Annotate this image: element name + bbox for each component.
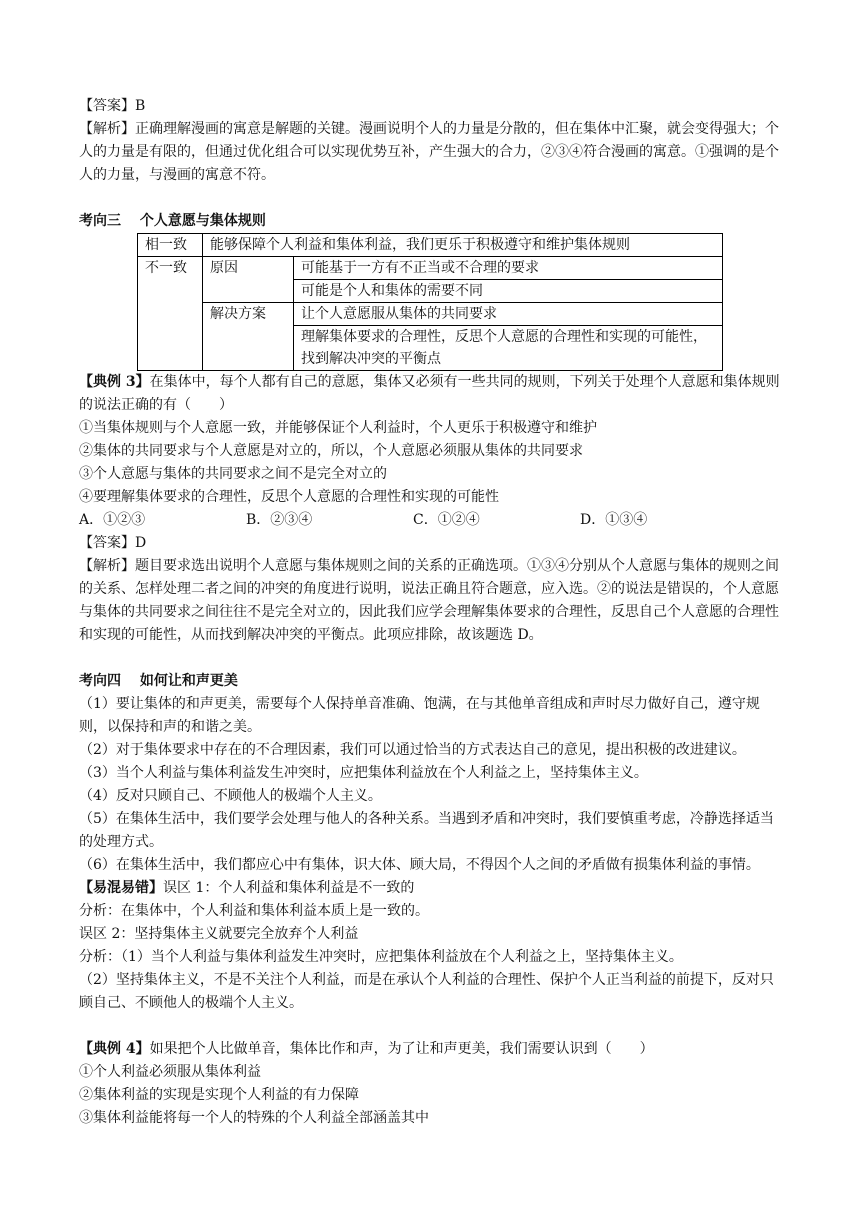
example-3-options: [79, 509, 785, 532]
answer-line: 【答案】B: [79, 98, 146, 114]
section-heading-3: 考向三 个人意愿与集体规则: [79, 213, 266, 229]
analysis-label: 【解析】: [79, 558, 135, 574]
table-cell-reason-1: 可能基于一方有不正当或不合理的要求: [294, 257, 723, 280]
table-cell-consistent-desc: 能够保障个人利益和集体利益，我们更乐于积极遵守和维护集体规则: [203, 234, 723, 257]
example-3-answer: 【答案】D: [79, 535, 147, 551]
example-3-question-text: 在集体中，每个人都有自己的意愿，集体又必须有一些共同的规则，下列关于处理个人意愿和集体规则的说法正确的有（ ）: [79, 374, 780, 413]
example-3-analysis: [79, 555, 785, 647]
example-4-label: 【典例 4】: [79, 1041, 150, 1057]
example-3-item: ④要理解集体要求的合理性，反思个人意愿的合理性和实现的可能性: [79, 489, 499, 505]
table-cell-consistent: 相一致: [138, 234, 203, 257]
point-1: （1）要让集体的和声更美，需要每个人保持单音准确、饱满，在与其他单音组成和声时尽力做好自己，遵守规则，以保持和声的和谐之美。: [79, 696, 760, 735]
document-page: [79, 95, 785, 1130]
table-cell-solution-2: 理解集体要求的合理性，反思个人意愿的合理性和实现的可能性，找到解决冲突的平衡点: [294, 326, 723, 371]
comparison-table: [137, 233, 723, 371]
table-cell-reason-label: 原因: [203, 257, 294, 303]
confusion-2-analysis-a: 分析：（1）当个人利益与集体利益发生冲突时，应把集体利益放在个人利益之上，坚持集体主义。: [79, 949, 683, 965]
table-cell-solution-label: 解决方案: [203, 303, 294, 371]
analysis-text: 题目要求选出说明个人意愿与集体规则之间的关系的正确选项。①③④分别从个人意愿与集体的规则之间的关系、怎样处理二者之间的冲突的角度进行说明，说法正确且符合题意，应入选。②的说法是错误的，个人意愿与集体的共同要求之间往往不是完全对立的，因此我们应学会理解集体要求的合理性，反思自己个人意愿的合理性和实现的可能性，从而找到解决冲突的平衡点。此项应排除，故该题选 D。: [79, 558, 779, 643]
table-cell-solution-1: 让个人意愿服从集体的共同要求: [294, 303, 723, 326]
example-4-question-text: 如果把个人比做单音，集体比作和声，为了让和声更美，我们需要认识到（ ）: [149, 1041, 654, 1057]
example-3-item: ②集体的共同要求与个人意愿是对立的，所以，个人意愿必须服从集体的共同要求: [79, 443, 583, 459]
point-4: （4）反对只顾自己、不顾他人的极端个人主义。: [79, 788, 382, 804]
option-a: A．①②③: [79, 512, 146, 528]
example-3-item: ①当集体规则与个人意愿一致，并能够保证个人利益时，个人更乐于积极遵守和维护: [79, 420, 597, 436]
point-5: （5）在集体生活中，我们要学会处理与他人的各种关系。当遇到矛盾和冲突时，我们要慎重考虑，冷静选择适当的处理方式。: [79, 811, 774, 850]
confusion-1: [79, 877, 785, 900]
example-4-item: ③集体利益能将每一个人的特殊的个人利益全部涵盖其中: [79, 1110, 429, 1126]
confusion-label: 【易混易错】: [79, 880, 163, 896]
table-cell-reason-2: 可能是个人和集体的需要不同: [294, 280, 723, 303]
confusion-1-analysis: 分析：在集体中，个人利益和集体利益本质上是一致的。: [79, 903, 429, 919]
example-4-item: ②集体利益的实现是实现个人利益的有力保障: [79, 1087, 359, 1103]
example-4-question: [79, 1038, 785, 1061]
confusion-text: 误区 1：个人利益和集体利益是不一致的: [163, 880, 415, 896]
example-3-question: [79, 371, 785, 417]
analysis-text: 正确理解漫画的寓意是解题的关键。漫画说明个人的力量是分散的，但在集体中汇聚，就会变得强大；个人的力量是有限的，但通过优化组合可以实现优势互补，产生强大的合力，②③④符合漫画的寓意。①强调的是个人的力量，与漫画的寓意不符。: [79, 121, 779, 183]
analysis-paragraph: [79, 118, 785, 187]
section-heading-4: 考向四 如何让和声更美: [79, 673, 238, 689]
confusion-2: 误区 2：坚持集体主义就要完全放弃个人利益: [79, 926, 359, 942]
table-cell-inconsistent: 不一致: [138, 257, 203, 371]
option-b: B．②③④: [246, 512, 313, 528]
example-4-item: ①个人利益必须服从集体利益: [79, 1064, 261, 1080]
example-3-label: 【典例 3】: [79, 374, 150, 390]
analysis-label: 【解析】: [79, 121, 135, 137]
option-d: D．①③④: [580, 512, 648, 528]
point-2: （2）对于集体要求中存在的不合理因素，我们可以通过恰当的方式表达自己的意见，提出积极的改进建议。: [79, 742, 746, 758]
point-6: （6）在集体生活中，我们都应心中有集体，识大体、顾大局，不得因个人之间的矛盾做有损集体利益的事情。: [79, 857, 760, 873]
confusion-2-analysis-b: （2）坚持集体主义，不是不关注个人利益，而是在承认个人利益的合理性、保护个人正当利益的前提下，反对只顾自己、不顾他人的极端个人主义。: [79, 972, 774, 1011]
point-3: （3）当个人利益与集体利益发生冲突时，应把集体利益放在个人利益之上，坚持集体主义。: [79, 765, 648, 781]
option-c: C．①②④: [413, 512, 480, 528]
example-3-item: ③个人意愿与集体的共同要求之间不是完全对立的: [79, 466, 387, 482]
